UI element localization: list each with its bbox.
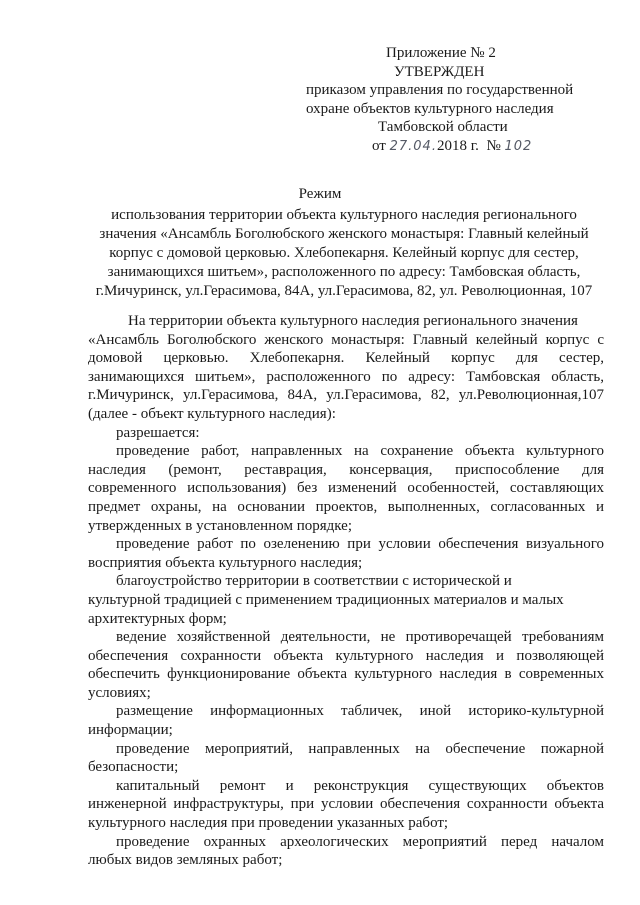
body-line: капитальный ремонт и реконструкция существующих объектов <box>116 777 604 794</box>
approval-block <box>300 44 600 156</box>
appendix-label: Приложение № 2 <box>386 45 496 61</box>
body-line: инженерной инфраструктуры, при условии обеспечения сохранности объекта <box>88 796 604 813</box>
subtitle-line: занимающихся шитьем», расположенного по адресу: Тамбовская область, <box>107 264 581 280</box>
body-line: информации; <box>88 722 173 739</box>
body-line: предмет охраны, на основании проектов, выполненных, согласованных и <box>88 498 604 515</box>
body-line: домовой церковью. Хлебопекарня. Келейный корпус для сестер, <box>88 350 604 367</box>
order-line-2: охране объектов культурного наследия <box>306 100 554 117</box>
body-line: культурного наследия при проведении указанных работ; <box>88 815 449 832</box>
subtitle-line: использования территории объекта культурного наследия регионального <box>111 207 577 223</box>
body-line: проведение мероприятий, направленных на обеспечение пожарной <box>116 740 604 757</box>
subtitle-line: корпус с домовой церковью. Хлебопекарня. Келейный корпус для сестер, <box>109 245 579 261</box>
number-prefix: № <box>486 137 501 154</box>
body-line: ведение хозяйственной деятельности, не противоречащей требованиям <box>116 629 604 646</box>
year-text: 2018 г. <box>436 137 479 154</box>
body-line: любых видов земляных работ; <box>88 852 283 869</box>
document-title: Режим <box>298 186 342 202</box>
body-line: безопасности; <box>88 759 179 776</box>
document-body <box>88 312 604 870</box>
body-line: обеспечения сохранности объекта культурного наследия и позволяющей <box>88 647 604 664</box>
region-line: Тамбовской области <box>378 119 508 135</box>
body-line: размещение информационных табличек, иной историко-культурной <box>116 703 604 720</box>
body-line: проведение работ по озеленению при условии обеспечения визуального <box>116 536 604 553</box>
body-line: проведение работ, направленных на сохранение объекта культурного <box>116 443 604 460</box>
body-line: утвержденных в установленном порядке; <box>88 517 352 534</box>
subtitle-line: значения «Ансамбль Боголюбского женского монастыря: Главный келейный <box>99 226 589 242</box>
handwritten-number: 102 <box>504 138 533 154</box>
body-line: архитектурных форм; <box>88 610 227 627</box>
order-line-1: приказом управления по государственной <box>306 82 574 98</box>
body-line: восприятия объекта культурного наследия; <box>88 554 363 571</box>
body-line: разрешается: <box>116 424 200 441</box>
subtitle-line: г.Мичуринск, ул.Герасимова, 84А, ул.Герасимова, 82, ул. Революционная, 107 <box>95 283 593 299</box>
body-line: На территории объекта культурного наследия регионального значения <box>128 313 578 329</box>
body-line: г.Мичуринск, ул.Герасимова, 84А, ул.Герасимова, 82, ул.Революционная,107 <box>88 387 604 404</box>
body-line: занимающихся шитьем», расположенного по адресу: Тамбовская область, <box>88 368 604 385</box>
body-line: (далее - объект культурного наследия): <box>88 405 336 422</box>
body-line: «Ансамбль Боголюбского женского монастыря: Главный келейный корпус с <box>88 331 604 348</box>
handwritten-date: 27.04. <box>389 138 437 154</box>
date-number-line <box>300 137 600 157</box>
body-line: культурной традицией с применением традиционных материалов и малых <box>88 591 564 608</box>
date-prefix: от <box>372 137 386 154</box>
body-line: условиях; <box>88 684 151 701</box>
approved-label: УТВЕРЖДЕН <box>394 63 485 80</box>
document-subtitle <box>84 206 604 301</box>
body-line: проведение охранных археологических мероприятий перед началом <box>116 833 604 850</box>
body-line: наследия (ремонт, реставрация, консервация, приспособление для <box>88 461 604 478</box>
body-line: обеспечить функционирование объекта культурного наследия в современных <box>88 666 604 683</box>
body-line: современного использования) без изменений особенностей, составляющих <box>88 480 604 497</box>
body-line: благоустройство территории в соответствии с исторической и <box>116 573 512 590</box>
